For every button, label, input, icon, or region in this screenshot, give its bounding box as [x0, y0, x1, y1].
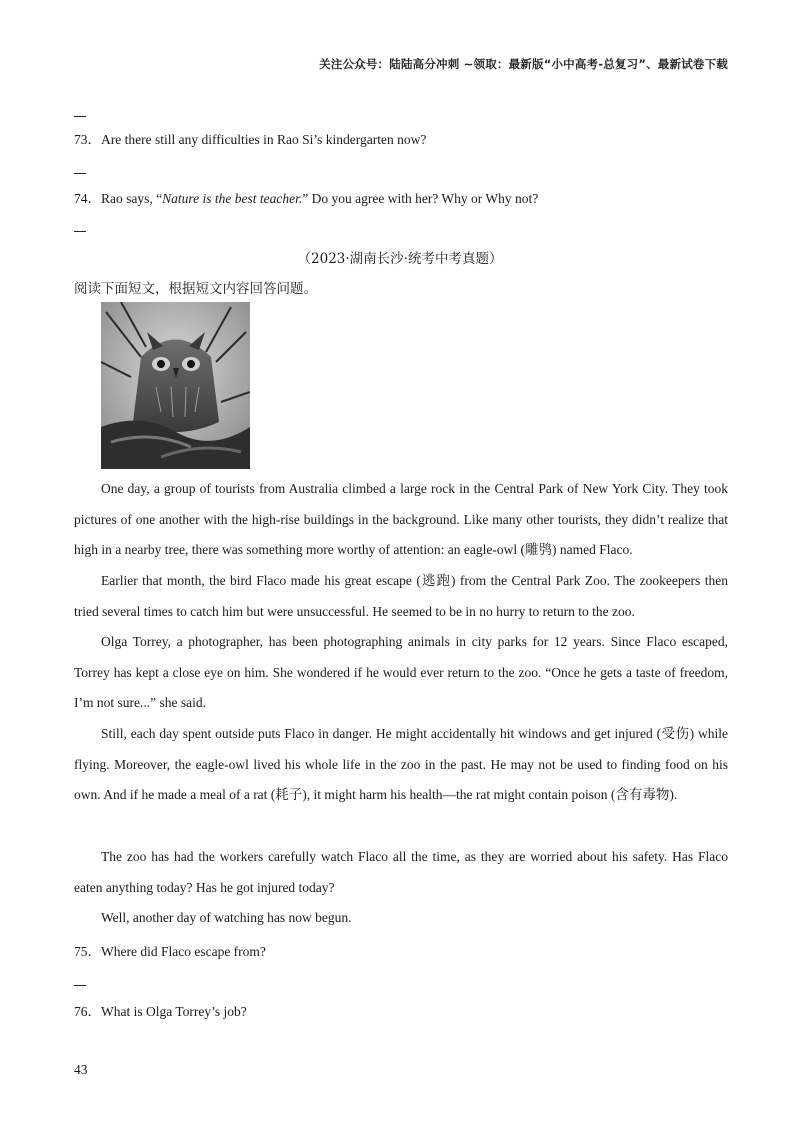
- paragraph-4: Still, each day spent outside puts Flaco in danger. He might accidentally hit windows and get injured (受伤) while flying. Moreover, the eagle-owl lived his whole life in the zoo in the past. He may not be used to finding food on his own. And if he made a meal of a rat (耗子), it might harm his health—the rat might contain poison (含有毒物).: [74, 726, 728, 803]
- source-label: （2023·湖南长沙·统考中考真题）: [297, 251, 503, 267]
- question-text-after: ” Do you agree with her? Why or Why not?: [302, 191, 539, 206]
- answer-blank-74[interactable]: [74, 231, 86, 232]
- answer-blank-75[interactable]: [74, 985, 86, 986]
- paragraph-2: Earlier that month, the bird Flaco made his great escape (逃跑) from the Central Park Zoo. The zookeepers then tried several times to catch him but were unsuccessful. He seemed to be in no hurry to return to the zoo.: [74, 573, 728, 619]
- page-number: 43: [74, 1062, 88, 1077]
- question-73: [74, 128, 426, 148]
- question-text: Where did Flaco escape from?: [101, 944, 266, 959]
- question-74: [74, 187, 538, 207]
- question-number: 75．: [74, 944, 101, 959]
- question-75: [74, 940, 266, 960]
- question-76: [74, 1000, 247, 1020]
- paragraph-5: The zoo has had the workers carefully watch Flaco all the time, as they are worried about his safety. Has Flaco eaten anything today? Has he got injured today?: [74, 849, 728, 895]
- answer-blank-73[interactable]: [74, 173, 86, 174]
- question-number: 74．: [74, 191, 101, 206]
- answer-blank-72[interactable]: [74, 116, 86, 117]
- paragraph-3: Olga Torrey, a photographer, has been photographing animals in city parks for 12 years. Since Flaco escaped, Torrey has kept a close eye on him. She wondered if he would ever return to the zoo. “Once he gets a taste of freedom, I’m not sure...” she said.: [74, 634, 728, 711]
- question-text: What is Olga Torrey’s job?: [101, 1004, 247, 1019]
- question-text: Are there still any difficulties in Rao Si’s kindergarten now?: [101, 132, 427, 147]
- page-header: 关注公众号：陆陆高分冲刺 ~领取：最新版“小中高考-总复习”、最新试卷下载: [319, 57, 728, 71]
- question-text-before: Rao says, “: [101, 191, 163, 206]
- eagle-owl-photo: [101, 302, 250, 469]
- question-number: 73．: [74, 132, 101, 147]
- paragraph-6: Well, another day of watching has now begun.: [101, 910, 352, 925]
- instruction: 阅读下面短文，根据短文内容回答问题。: [74, 281, 317, 297]
- question-quote: Nature is the best teacher.: [162, 191, 303, 206]
- paragraph-1: One day, a group of tourists from Australia climbed a large rock in the Central Park of New York City. They took pictures of one another with the high-rise buildings in the background. Like many other tourists, they didn’t realize that high in a nearby tree, there was something more worthy of attention: an eagle-owl (雕鸮) named Flaco.: [74, 481, 728, 558]
- question-number: 76．: [74, 1004, 101, 1019]
